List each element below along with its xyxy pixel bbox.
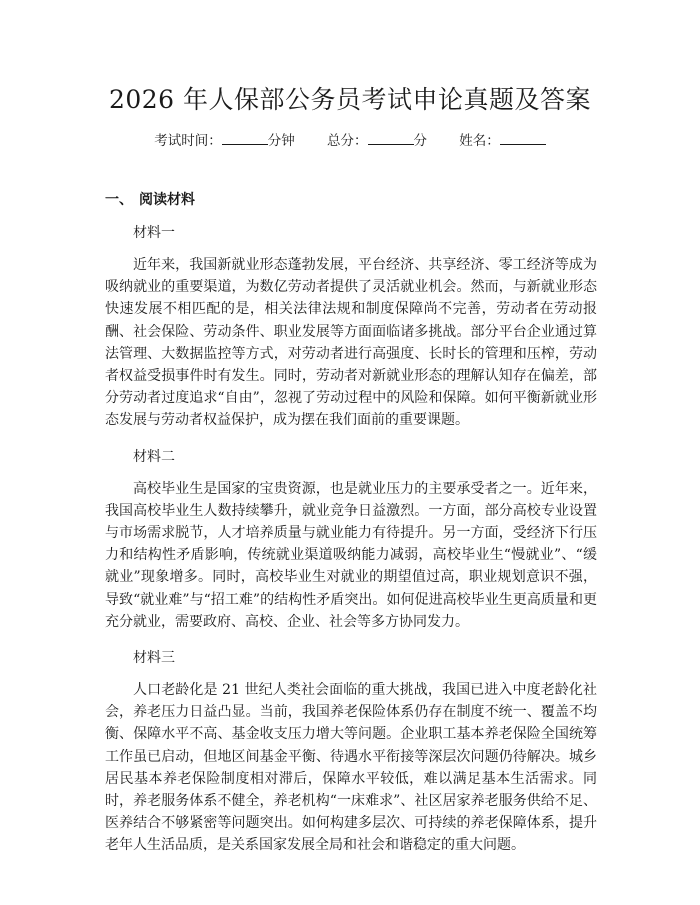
exam-meta-line	[0, 131, 700, 151]
material-1-text: 近年来，我国新就业形态蓬勃发展，平台经济、共享经济、零工经济等成为吸纳就业的重要渠道，为数亿劳动者提供了灵活就业机会。然而，与新就业形态快速发展不相匹配的是，相关法律法规和制度保障尚不完善，劳动者在劳动报酬、社会保险、劳动条件、职业发展等方面面临诸多挑战。部分平台企业通过算法管理、大数据监控等方式，对劳动者进行高强度、长时长的管理和压榨，劳动者权益受损事件时有发生。同时，劳动者对新就业形态的理解认知存在偏差，部分劳动者过度追求“自由”，忽视了劳动过程中的风险和保障。如何平衡新就业形态发展与劳动者权益保护，成为摆在我们面前的重要课题。	[105, 257, 597, 429]
material-3-label: 材料三	[133, 650, 175, 667]
exam-time-blank	[222, 131, 268, 145]
section-title: 阅读材料	[139, 192, 195, 208]
exam-time-unit: 分钟	[267, 133, 295, 149]
total-score-field	[327, 131, 427, 151]
name-label: 姓名：	[459, 133, 500, 149]
total-score-unit: 分	[413, 133, 427, 149]
document-title: 2026 年人保部公务员考试申论真题及答案	[108, 85, 592, 114]
exam-time-label: 考试时间：	[154, 133, 222, 149]
name-field	[459, 131, 546, 151]
section-number: 一、	[105, 192, 133, 208]
name-blank	[500, 131, 546, 145]
total-score-label: 总分：	[327, 133, 368, 149]
section-heading-reading	[105, 189, 597, 211]
document-content	[105, 189, 597, 871]
material-1-label: 材料一	[133, 225, 175, 241]
material-2-text: 高校毕业生是国家的宝贵资源，也是就业压力的主要承受者之一。近年来，我国高校毕业生人数持续攀升，就业竞争日益激烈。一方面，部分高校专业设置与市场需求脱节，人才培养质量与就业能力有待提升。另一方面，受经济下行压力和结构性矛盾影响，传统就业渠道吸纳能力减弱，高校毕业生“慢就业”、“缓就业”现象增多。同时，高校毕业生对就业的期望值过高，职业规划意识不强，导致“就业难”与“招工难”的结构性矛盾突出。如何促进高校毕业生更高质量和更充分就业，需要政府、高校、企业、社会等多方协同发力。	[105, 480, 597, 630]
total-score-blank	[368, 131, 414, 145]
material-3-text: 人口老龄化是 21 世纪人类社会面临的重大挑战，我国已进入中度老龄化社会，养老压力日益凸显。当前，我国养老保险体系仍存在制度不统一、覆盖不均衡、保障水平不高、基金收支压力增大等问题。企业职工基本养老保险全国统筹工作虽已启动，但地区间基金平衡、待遇水平衔接等深层次问题仍待解决。城乡居民基本养老保险制度相对滞后，保障水平较低，难以满足基本生活需求。同时，养老服务体系不健全，养老机构“一床难求”、社区居家养老服务供给不足、医养结合不够紧密等问题突出。如何构建多层次、可持续的养老保障体系，提升老年人生活品质，是关系国家发展全局和社会和谐稳定的重大问题。	[105, 682, 597, 854]
exam-time-field	[154, 131, 295, 151]
material-2-label: 材料二	[133, 448, 175, 465]
